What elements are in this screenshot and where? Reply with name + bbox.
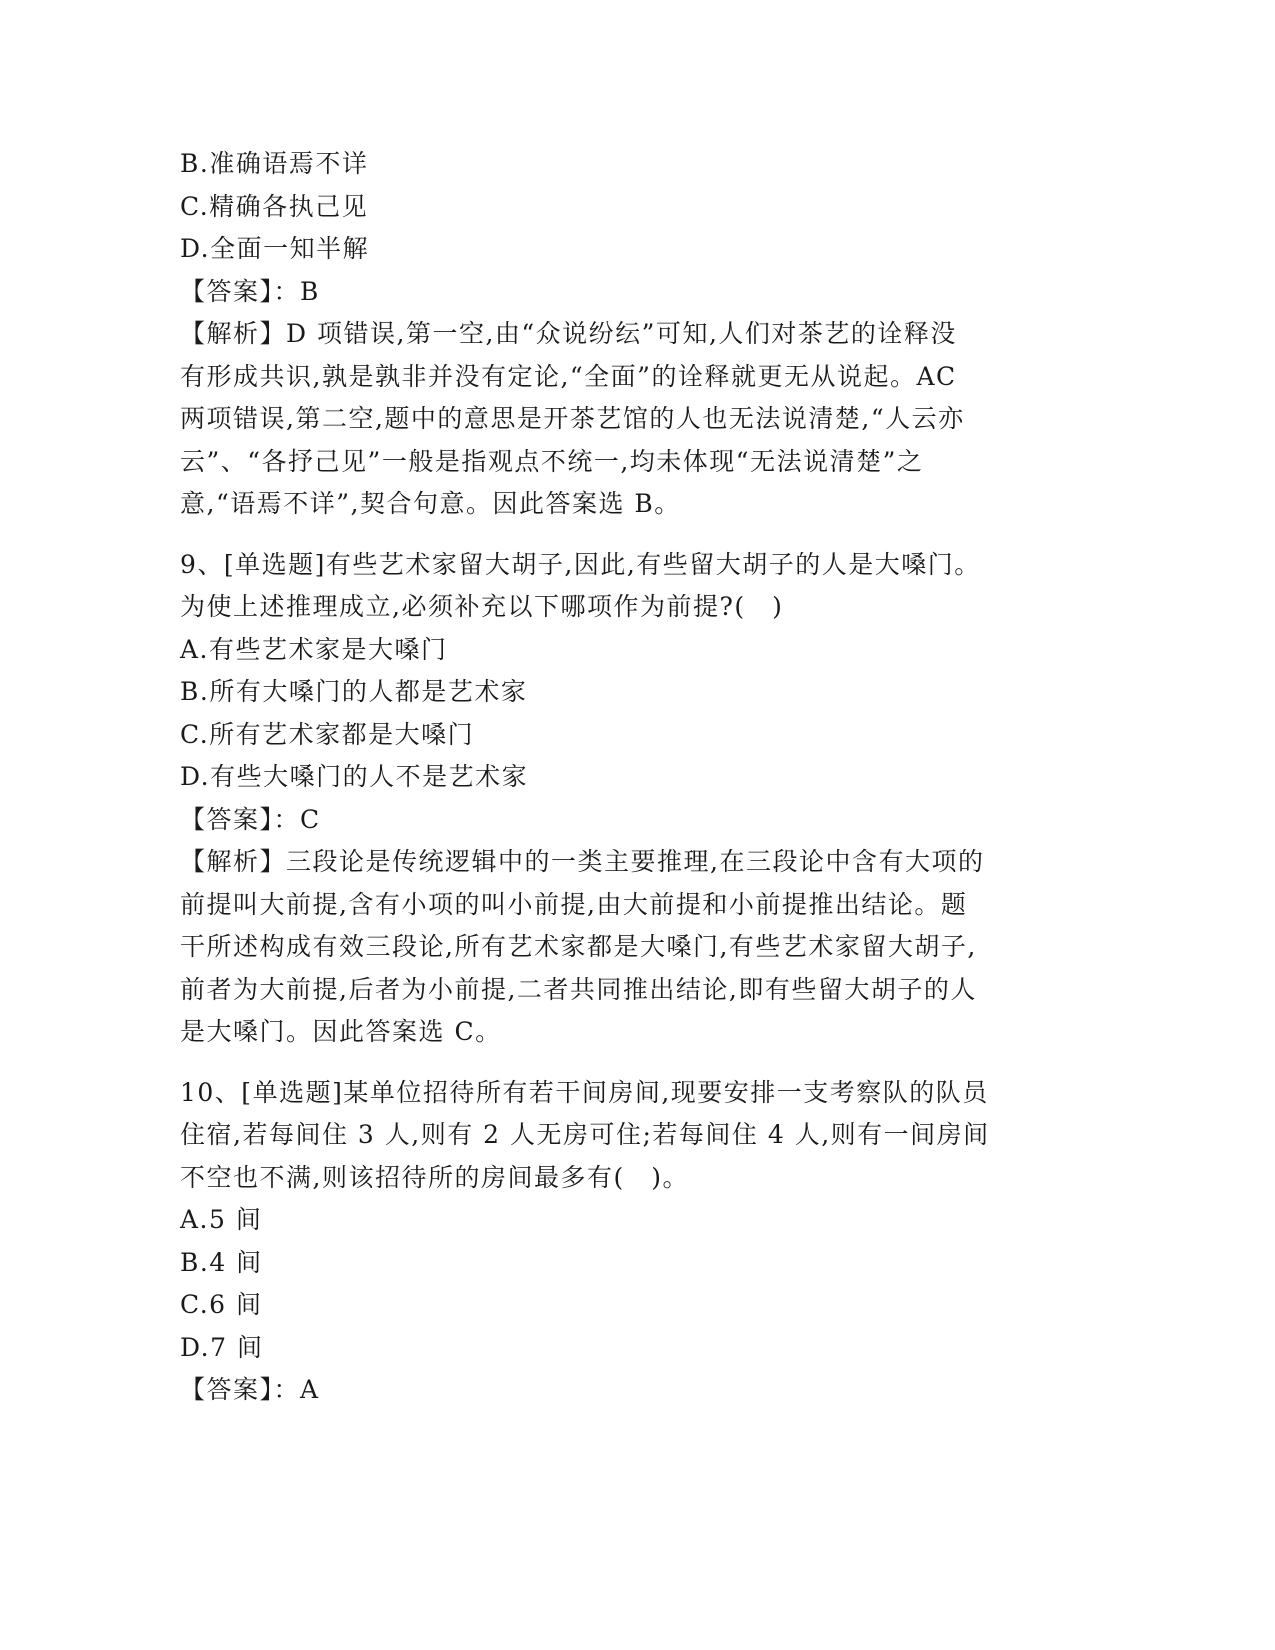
answer-value: ：C bbox=[273, 804, 321, 834]
analysis-line: 两项错误,第二空,题中的意思是开茶艺馆的人也无法说清楚,“人云亦 bbox=[180, 404, 965, 433]
answer-row bbox=[180, 1369, 1040, 1412]
question-stem: 9、[单选题]有些艺术家留大胡子,因此,有些留大胡子的人是大嗓门。 bbox=[180, 549, 981, 579]
option-a: A.有些艺术家是大嗓门 bbox=[180, 634, 448, 664]
answer-label: 【答案】 bbox=[180, 1375, 274, 1404]
answer-value: ：A bbox=[273, 1375, 320, 1404]
option-d: D.全面一知半解 bbox=[180, 234, 370, 263]
analysis-line: 干所述构成有效三段论,所有艺术家都是大嗓门,有些艺术家留大胡子, bbox=[180, 932, 977, 961]
question-8-block bbox=[180, 143, 1040, 526]
answer-row bbox=[180, 799, 1040, 842]
option-d: D.7 间 bbox=[180, 1332, 264, 1362]
option-c: C.6 间 bbox=[180, 1290, 263, 1319]
option-c: C.所有艺术家都是大嗓门 bbox=[180, 719, 475, 749]
analysis-label: 【解析】 bbox=[180, 319, 287, 348]
analysis-line bbox=[180, 841, 1040, 884]
analysis-label: 【解析】 bbox=[180, 847, 287, 876]
analysis-line: 云”、“各抒己见”一般是指观点不统一,均未体现“无法说清楚”之 bbox=[180, 446, 924, 476]
analysis-line: 有形成共识,孰是孰非并没有定论,“全面”的诠释就更无从说起。AC bbox=[180, 361, 957, 391]
analysis-text: D 项错误,第一空,由“众说纷纭”可知,人们对茶艺的诠释没 bbox=[286, 319, 957, 348]
answer-row bbox=[180, 271, 1040, 314]
document-page bbox=[180, 143, 1040, 1412]
option-b: B.准确语焉不详 bbox=[180, 149, 369, 178]
option-a: A.5 间 bbox=[180, 1205, 263, 1234]
question-9-block bbox=[180, 544, 1040, 1054]
analysis-line: 前者为大前提,后者为小前提,二者共同推出结论,即有些留大胡子的人 bbox=[180, 974, 977, 1004]
answer-label: 【答案】 bbox=[180, 804, 274, 834]
analysis-text: 三段论是传统逻辑中的一类主要推理,在三段论中含有大项的 bbox=[286, 847, 985, 876]
analysis-line: 前提叫大前提,含有小项的叫小前提,由大前提和小前提推出结论。题 bbox=[180, 889, 968, 919]
answer-label: 【答案】 bbox=[180, 276, 274, 306]
spacer bbox=[180, 1054, 1040, 1072]
question-10-block bbox=[180, 1072, 1040, 1412]
spacer bbox=[180, 526, 1040, 544]
analysis-line bbox=[180, 313, 1040, 356]
question-stem: 为使上述推理成立,必须补充以下哪项作为前提?( ) bbox=[180, 592, 784, 621]
analysis-line: 意,“语焉不详”,契合句意。因此答案选 B。 bbox=[180, 489, 681, 518]
analysis-line: 是大嗓门。因此答案选 C。 bbox=[180, 1017, 502, 1046]
option-d: D.有些大嗓门的人不是艺术家 bbox=[180, 762, 529, 791]
option-c: C.精确各执己见 bbox=[180, 191, 369, 221]
answer-value: ：B bbox=[273, 276, 320, 306]
option-b: B.4 间 bbox=[180, 1247, 263, 1277]
question-stem: 住宿,若每间住 3 人,则有 2 人无房可住;若每间住 4 人,则有一间房间 bbox=[180, 1120, 990, 1149]
option-b: B.所有大嗓门的人都是艺术家 bbox=[180, 677, 528, 706]
question-stem: 不空也不满,则该招待所的房间最多有( )。 bbox=[180, 1162, 689, 1192]
question-stem: 10、[单选题]某单位招待所有若干间房间,现要安排一支考察队的队员 bbox=[180, 1077, 989, 1107]
